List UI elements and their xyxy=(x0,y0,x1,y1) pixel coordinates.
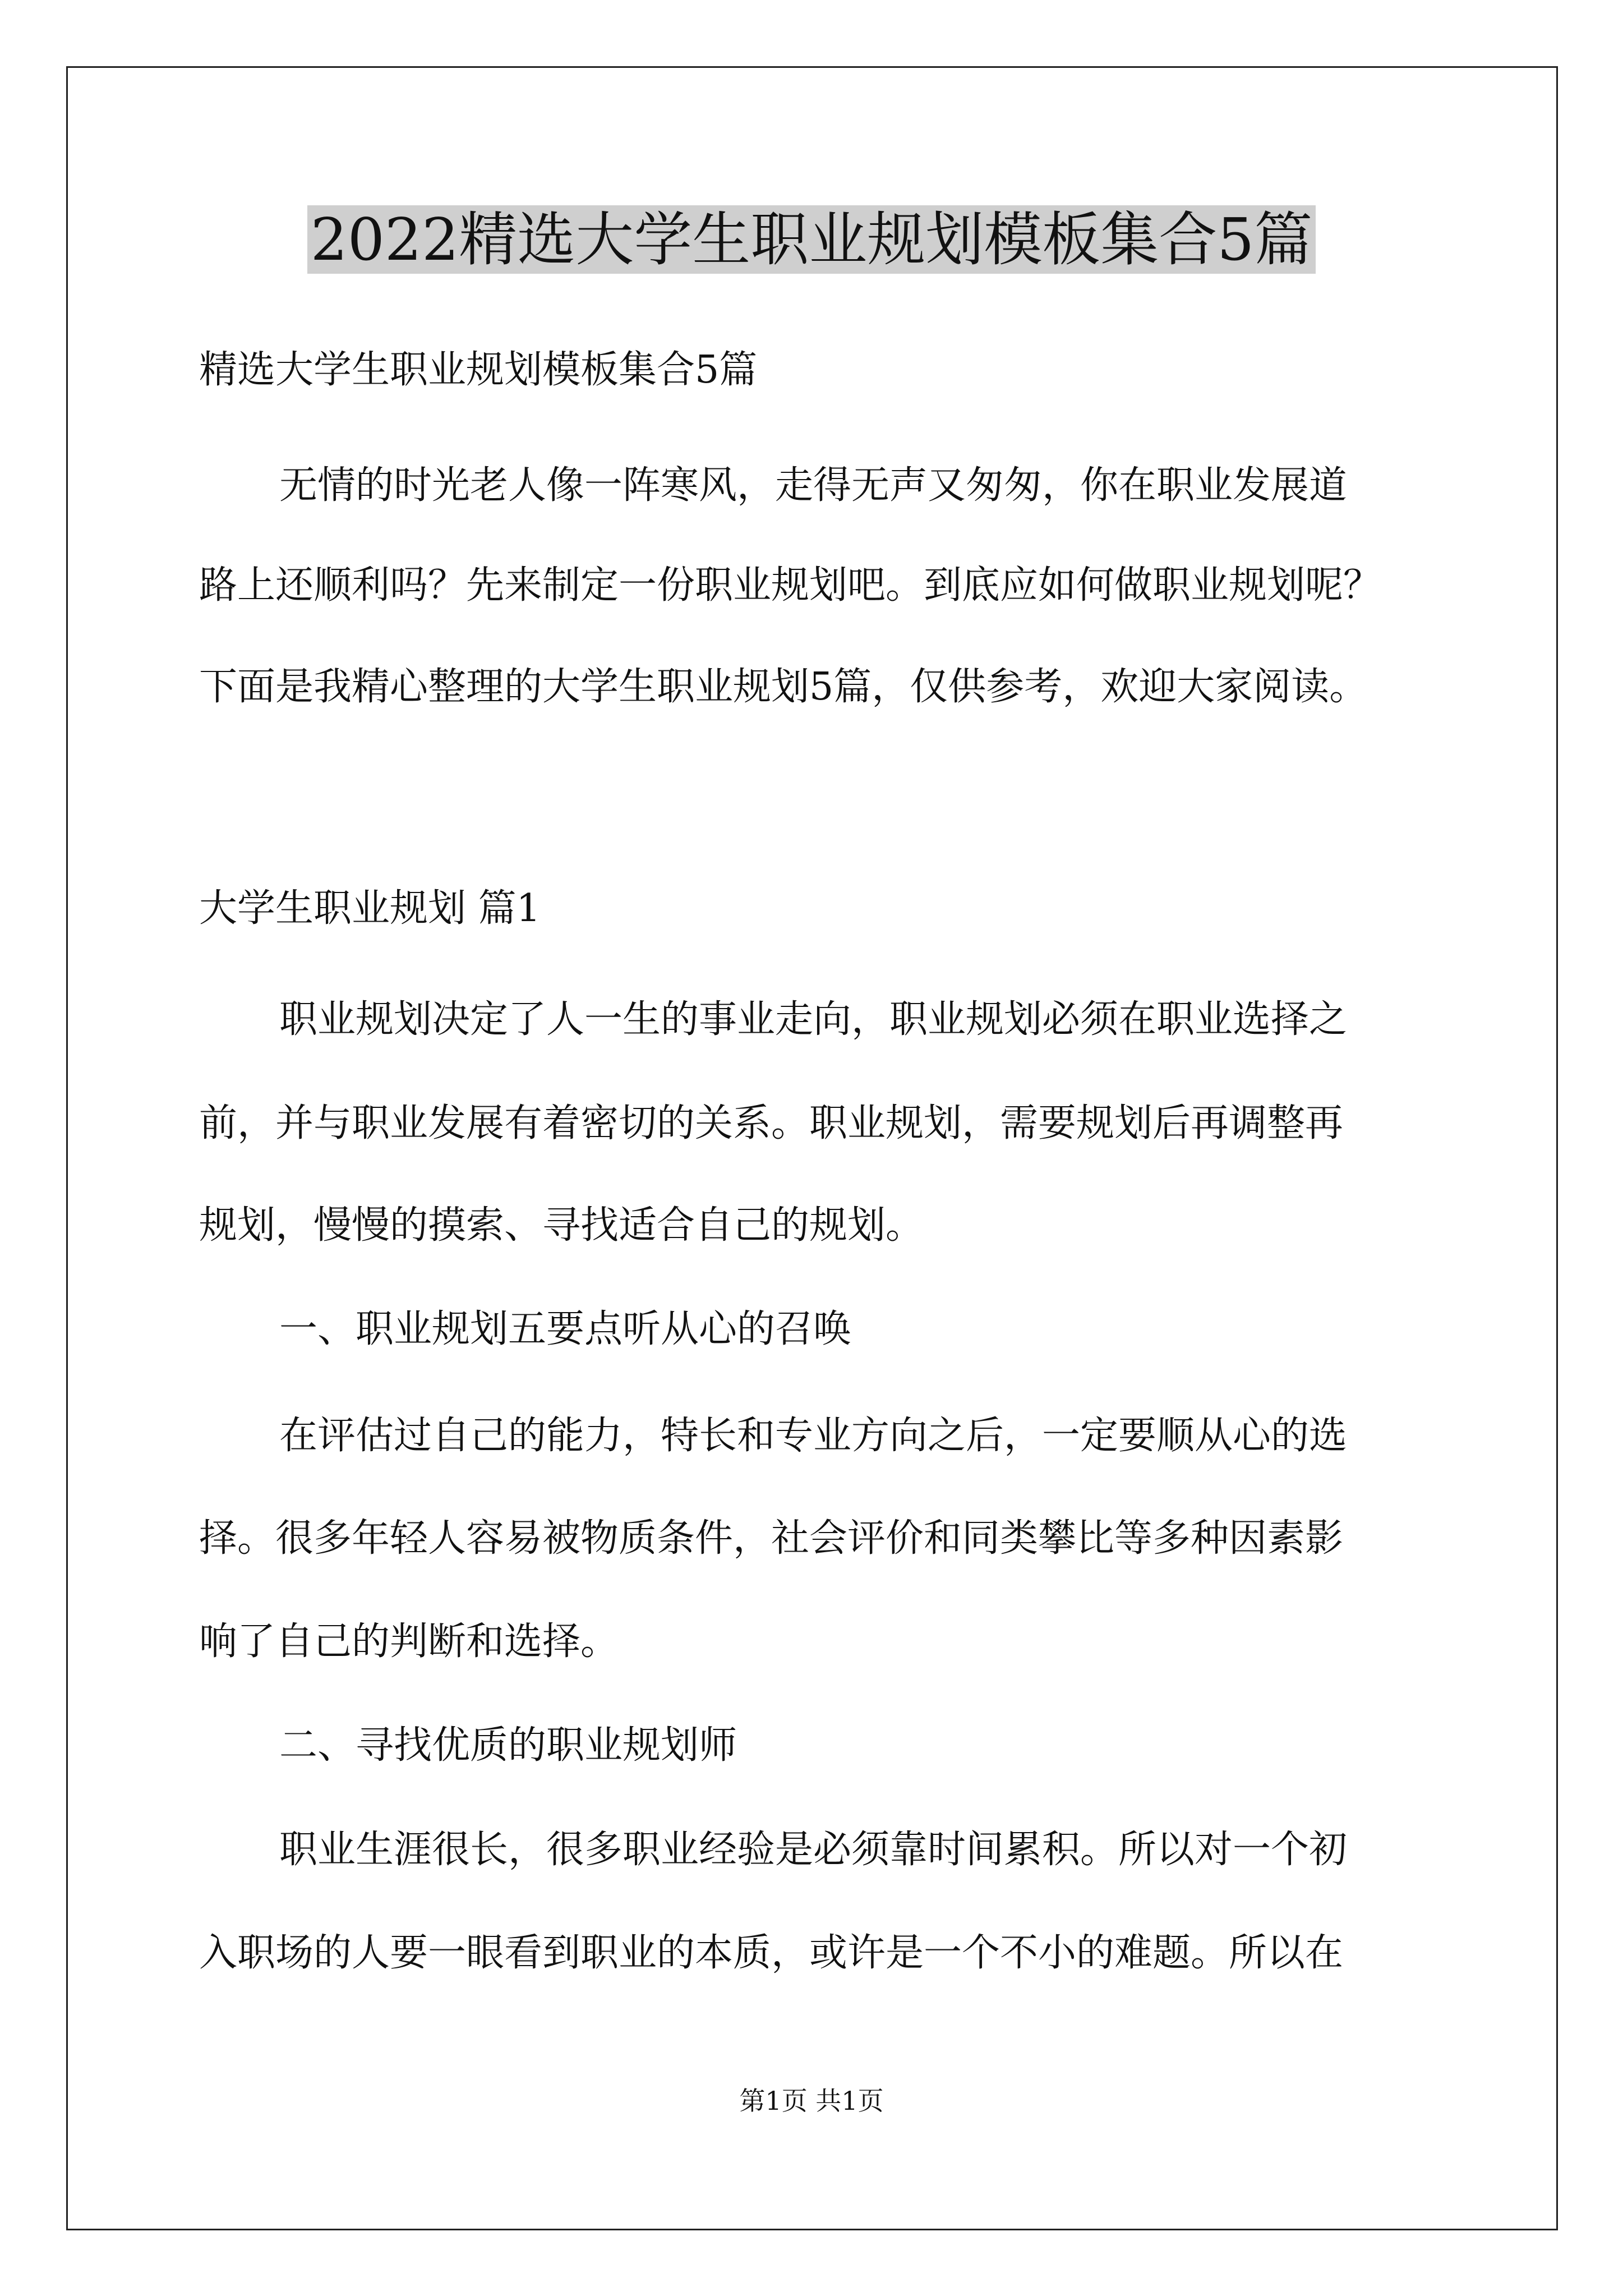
paragraph-line: 前，并与职业发展有着密切的关系。职业规划，需要规划后再调整再 xyxy=(199,1101,1344,1145)
paragraph-line: 在评估过自己的能力，特长和专业方向之后，一定要顺从心的选 xyxy=(279,1414,1348,1458)
subheading-line: 一、职业规划五要点听从心的召唤 xyxy=(279,1307,852,1351)
subtitle-line: 精选大学生职业规划模板集合5篇 xyxy=(199,348,758,392)
paragraph-line: 路上还顺利吗？先来制定一份职业规划吧。到底应如何做职业规划呢？ xyxy=(199,563,1382,608)
paragraph-line: 下面是我精心整理的大学生职业规划5篇，仅供参考，欢迎大家阅读。 xyxy=(199,665,1368,709)
paragraph-line: 择。很多年轻人容易被物质条件，社会评价和同类攀比等多种因素影 xyxy=(199,1516,1344,1561)
subheading-line: 二、寻找优质的职业规划师 xyxy=(279,1723,737,1768)
paragraph-line: 响了自己的判断和选择。 xyxy=(199,1619,619,1664)
section-heading: 大学生职业规划 篇1 xyxy=(199,886,541,931)
paragraph-line: 无情的时光老人像一阵寒风，走得无声又匆匆，你在职业发展道 xyxy=(279,463,1348,508)
paragraph-line: 职业生涯很长，很多职业经验是必须靠时间累积。所以对一个初 xyxy=(279,1828,1348,1872)
paragraph-line: 职业规划决定了人一生的事业走向，职业规划必须在职业选择之 xyxy=(279,997,1348,1042)
paragraph-line: 规划，慢慢的摸索、寻找适合自己的规划。 xyxy=(199,1203,924,1248)
document-title: 2022精选大学生职业规划模板集合5篇 xyxy=(0,197,1623,282)
paragraph-line: 入职场的人要一眼看到职业的本质，或许是一个不小的难题。所以在 xyxy=(199,1931,1344,1975)
page-number-footer: 第1页 共1页 xyxy=(739,2086,884,2116)
